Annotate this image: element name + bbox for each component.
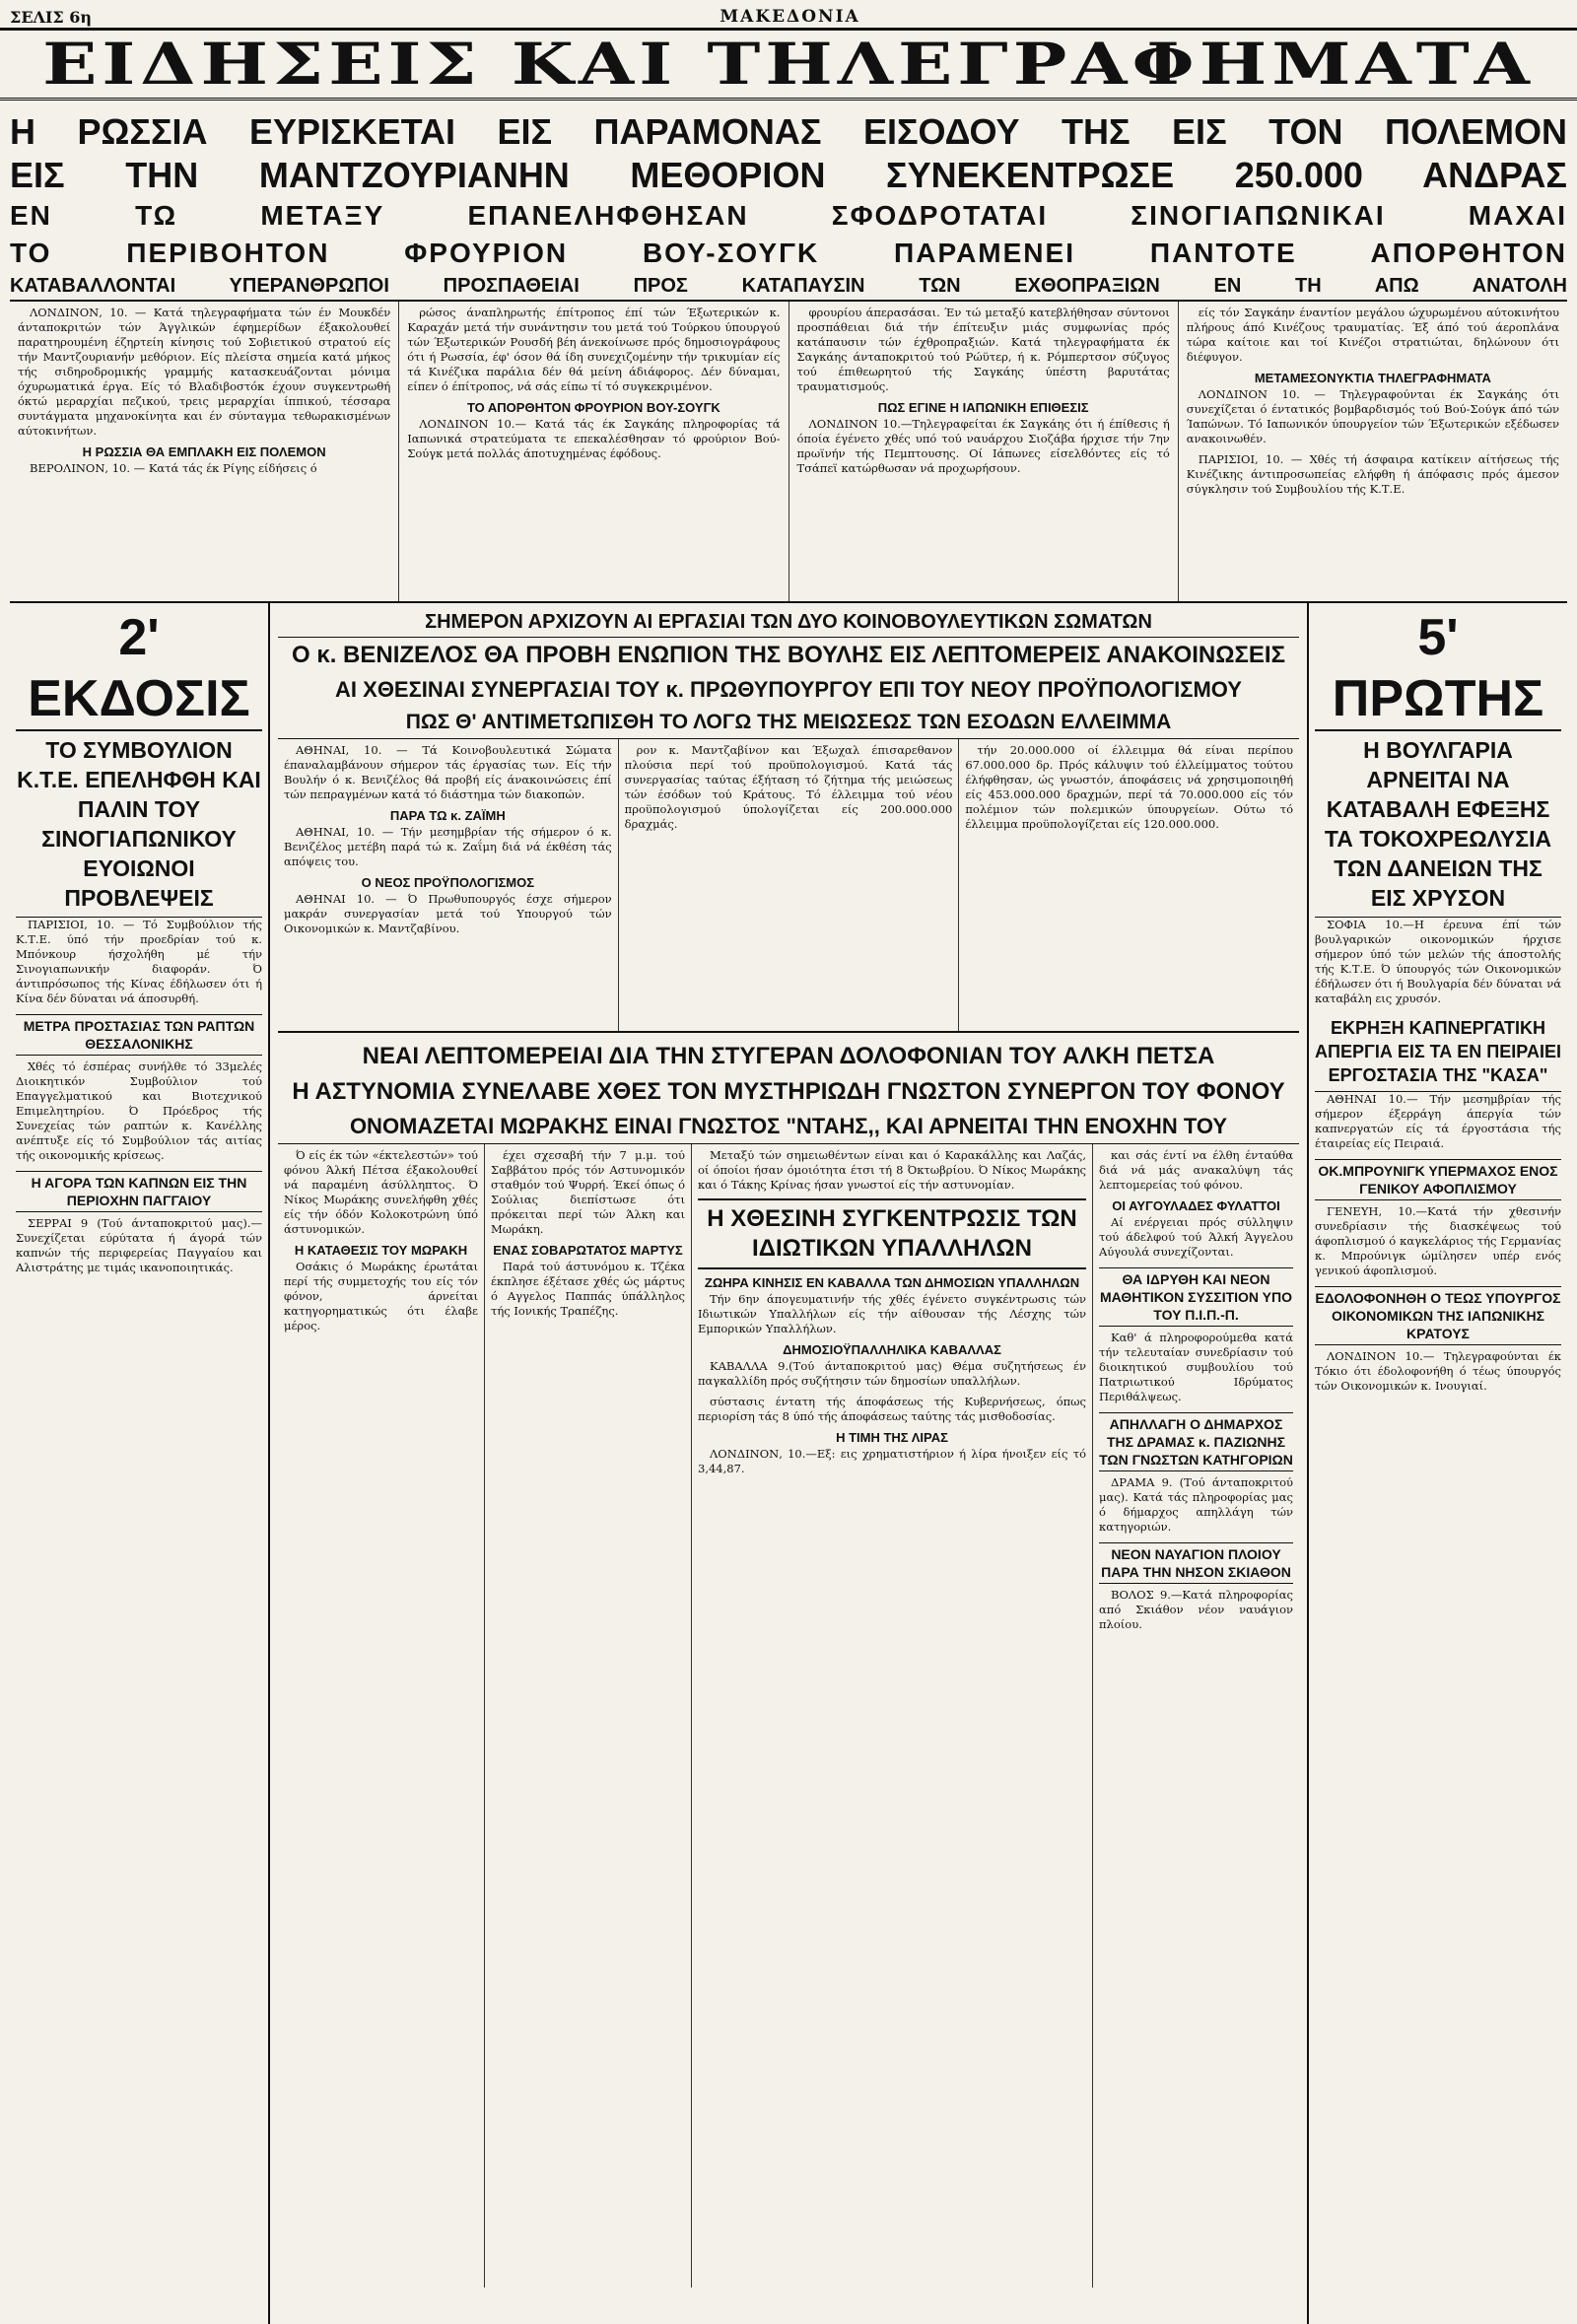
subheading: ΜΕΤΡΑ ΠΡΟΣΤΑΣΙΑΣ ΤΩΝ ΡΑΠΤΩΝ ΘΕΣΣΑΛΟΝΙΚΗΣ [16,1014,262,1056]
article-text: ΑΘΗΝΑΙ, 10. — Τήν μεσημβρίαν τής σήμερον ό κ. Βενιζέλος μετέβη παρά τώ κ. Ζαΐμη διά νά έκθέση τάς απόψεις του. [284,825,612,868]
main-section [10,603,1567,2324]
article-column-wide [692,1144,1093,2288]
lead-column-2 [399,302,788,601]
subheading: ΜΕΤΑΜΕΣΟΝΥΚΤΙΑ ΤΗΛΕΓΡΑΦΗΜΑΤΑ [1254,371,1491,385]
left-headline: ΤΟ ΣΥΜΒΟΥΛΙΟΝ Κ.Τ.Ε. ΕΠΕΛΗΦΘΗ ΚΑΙ ΠΑΛΙΝ ΤΟΥ ΣΙΝΟΓΙΑΠΩΝΙΚΟΥ ΕΥΟΙΩΝΟΙ ΠΡΟΒΛΕΨΕΙΣ [16,731,262,918]
lead-headline-4: ΤΟ ΠΕΡΙΒΟΗΤΟΝ ΦΡΟΥΡΙΟΝ ΒΟΥ-ΣΟΥΓΚ ΠΑΡΑΜΕΝΕΙ ΠΑΝΤΟΤΕ ΑΠΟΡΘΗΤΟΝ [10,238,1567,268]
article-text: ΑΘΗΝΑΙ 10. — Ό Πρωθυπουργός έσχε σήμερον μακράν συνεργασίαν μετά τού Υπουργού τών Οικονομικών κ. Μαντζαβίνου. [284,892,612,935]
subheading: Η ΡΩΣΣΙΑ ΘΑ ΕΜΠΛΑΚΗ ΕΙΣ ΠΟΛΕΜΟΝ [82,444,326,459]
subheading: Ο ΝΕΟΣ ΠΡΟΫΠΟΛΟΓΙΣΜΟΣ [361,875,534,890]
article-text: ΓΕΝΕΥΗ, 10.—Κατά τήν χθεσινήν συνεδρίασιν τής διασκέψεως τού άφοπλισμού ό καγκελάριος τής Γερμανίας κ. Μπρούνιγκ ώμίλησεν υπέρ ενός γενικού άφοπλισμού. [1315,1204,1561,1277]
article-text: είς τόν Σαγκάην έναντίον μεγάλου ώχυρωμένου αύτοκινήτου πλήρους άπό Κινέζους τραυματίας. Έξ άπό τού άεροπλάνα τώρα καίτοιε και τοί Κινέζοι στρατιώται, δηλώνουν ότι διέφυγον. [1186,306,1559,364]
article-text: ΠΑΡΙΣΙΟΙ, 10. — Χθές τή άσφαιρα κατίκειν αίτήσεως τής Κινέζικης άντιπροσωπείας ελήφθη ή άπόφασις πρός άμεσον σύγκλησιν τού Συμβουλίου τής Κ.Τ.Ε. [1186,452,1559,496]
right-column [1307,603,1567,2324]
right-headline: Η ΒΟΥΛΓΑΡΙΑ ΑΡΝΕΙΤΑΙ ΝΑ ΚΑΤΑΒΑΛΗ ΕΦΕΞΗΣ ΤΑ ΤΟΚΟΧΡΕΩΛΥΣΙΑ ΤΩΝ ΔΑΝΕΙΩΝ ΤΗΣ ΕΙΣ ΧΡΥΣΟΝ [1315,731,1561,918]
article-column [485,1144,692,2288]
lead-article-columns [10,302,1567,603]
murder-headline-3: ΟΝΟΜΑΖΕΤΑΙ ΜΩΡΑΚΗΣ ΕΙΝΑΙ ΓΝΩΣΤΟΣ "ΝΤΑΗΣ,, ΚΑΙ ΑΡΝΕΙΤΑΙ ΤΗΝ ΕΝΟΧΗΝ ΤΟΥ [278,1110,1299,1144]
article-text: ΒΟΛΟΣ 9.—Κατά πληροφορίας από Σκιάθον νέον ναυάγιον πλοίου. [1099,1588,1293,1631]
article-text: Αί ενέργειαι πρός σύλληψιν τού άδελφού τού Άλκή Άγγελου Αύγουλά συνεχίζονται. [1099,1215,1293,1259]
parliament-headline-1: ΣΗΜΕΡΟΝ ΑΡΧΙΖΟΥΝ ΑΙ ΕΡΓΑΣΙΑΙ ΤΩΝ ΔΥΟ ΚΟΙΝΟΒΟΥΛΕΥΤΙΚΩΝ ΣΩΜΑΤΩΝ [278,607,1299,638]
article-column [1093,1144,1299,2288]
article-text: ΛΟΝΔΙΝΟΝ 10.—Τηλεγραφείται έκ Σαγκάης ότι ή έπίθεσις ή όποία έγένετο χθές υπό τού ναυάρχου Σιοζάβα ήρχισε τήν 7ην πρωϊνήν τής Πεμπτουσης. Οί Ιάπωνες είσελθόντες είς τό Τσάπεϊ κατώρθωσαν νά προχωρήσουν. [796,417,1170,475]
subheading: ΔΗΜΟΣΙΟΫΠΑΛΛΗΛΙΚΑ ΚΑΒΑΛΛΑΣ [783,1342,1001,1357]
article-text: ΣΟΦΙΑ 10.—Η έρευνα έπί τών βουλγαρικών οικονομικών ήρχισε σήμερον ύπό τών μελών τής άποστολής τής Κ.Τ.Ε. Ό ύπουργός τών Οικονομικών έδήλωσεν ότι ή Βουλγαρία δέν δύναται νά καταβάλη εις χρυσόν. [1315,918,1561,1005]
left-column [10,603,270,2324]
article-text: ΛΟΝΔΙΝΟΝ 10. — Τηλεγραφούνται έκ Σαγκάης ότι συνεχίζεται ό έντατικός βομβαρδισμός τού Βού-Σούγκ άπό τών Ίαπώνων. Τό Ιαπωνικόν ύπουργείον τών Έξωτερικών εξέδωσεν ανακοινωθέν. [1186,387,1559,445]
subheading: ΕΝΑΣ ΣΟΒΑΡΩΤΑΤΟΣ ΜΑΡΤΥΣ [493,1243,683,1258]
article-text: σύστασις έντατη τής άποφάσεως τής Κυβερνήσεως, όπως περιορίση τάς 8 ύπό τής άποφάσεως ταύτης τάς μισθοδοσίας. [698,1395,1086,1423]
article-text: ΑΘΗΝΑΙ 10.— Τήν μεσημβρίαν τής σήμερον έξερράγη άπεργία τών καπνεργατών είς τά έργοστάσια τής έταιρείας είς Πειραιά. [1315,1092,1561,1150]
subheading: ΠΑΡΑ ΤΩ κ. ΖΑΪΜΗ [389,808,506,823]
article-text: ΛΟΝΔΙΝΟΝ, 10.—Εξ: εις χρηματιστήριον ή λίρα ήνοιξεν είς τό 3,44,87. [698,1447,1086,1475]
murder-headline-1: ΝΕΑΙ ΛΕΠΤΟΜΕΡΕΙΑΙ ΔΙΑ ΤΗΝ ΣΤΥΓΕΡΑΝ ΔΟΛΟΦΟΝΙΑΝ ΤΟΥ ΑΛΚΗ ΠΕΤΣΑ [362,1043,1215,1069]
center-column [270,603,1307,2324]
article-text: ΑΘΗΝΑΙ, 10. — Τά Κοινοβουλευτικά Σώματα έπαναλαμβάνουν σήμερον τάς έργασίας των. Είς τήν Βουλήν ό κ. Βενιζέλος θά προβή είς άνακοινώσεις έπί τών πεπραγμένων κατά τό διάστημα τών διακοπών. [284,743,612,801]
article-text: ΛΟΝΔΙΝΟΝ 10.— Κατά τάς έκ Σαγκάης πληροφορίας τά Ιαπωνικά στρατεύματα τε επεκαλέσθησαν τό φρούριον Βού-Σούγκ μετά πολλάς άποτυχημένας έφόδους. [407,417,781,460]
article-text: ΛΟΝΔΙΝΟΝ, 10. — Κατά τηλεγραφήματα τών έν Μουκδέν άνταποκριτών τών Άγγλικών έφημερίδων έξακολουθεί παρατηρουμένη έζηρτείη κίνησις τού Σοβιετικού στρατού είς τήν Μαντζουριανήν μεθόριον. Είς πλείστα σημεία κατά μήκος τής σιδηροδρομικής γραμμής κατασκευάζονται μόνιμα όχυρωματικά έργα. Είς τό Βλαδιβοστόκ έχουν συγκεντρωθή όκτώ μεραρχίαι πεζικού, τρεις μεραρχίαι ίππικού, τέσσαρα συντάγματα μηχανοκίνητα και έν σύνταγμα τεθωρακισμένων αύτοκινήτων. [18,306,391,438]
edition-label: 2' ΕΚΔΟΣΙΣ [16,607,262,731]
parliament-headline-4: ΠΩΣ Θ' ΑΝΤΙΜΕΤΩΠΙΣΘΗ ΤΟ ΛΟΓΩ ΤΗΣ ΜΕΙΩΣΕΩΣ ΤΩΝ ΕΣΟΔΩΝ ΕΛΛΕΙΜΜΑ [278,707,1299,739]
murder-article [278,1144,1299,2288]
article-column [278,739,619,1031]
lead-headline-3: ΕΝ ΤΩ ΜΕΤΑΞΥ ΕΠΑΝΕΛΗΦΘΗΣΑΝ ΣΦΟΔΡΟΤΑΤΑΙ ΣΙΝΟΓΙΑΠΩΝΙΚΑΙ ΜΑΧΑΙ [10,200,1567,231]
parliament-headline-2: Ο κ. ΒΕΝΙΖΕΛΟΣ ΘΑ ΠΡΟΒΗ ΕΝΩΠΙΟΝ ΤΗΣ ΒΟΥΛΗΣ ΕΙΣ ΛΕΠΤΟΜΕΡΕΙΣ ΑΝΑΚΟΙΝΩΣΕΙΣ [292,642,1285,668]
lead-column-4 [1179,302,1567,601]
right-headline-2: ΕΚΡΗΞΗ ΚΑΠΝΕΡΓΑΤΙΚΗ ΑΠΕΡΓΙΑ ΕΙΣ ΤΑ ΕΝ ΠΕΙΡΑΙΕΙ ΕΡΓΟΣΤΑΣΙΑ ΤΗΣ "ΚΑΣΑ" [1315,1012,1561,1092]
article-text: Τήν 6ην άπογευματινήν τής χθές έγένετο συγκέντρωσις τών Ιδιωτικών Υπαλλήλων είς τήν αίθουσαν τής Λέσχης τών Εμπορικών Υπαλλήλων. [698,1292,1086,1335]
murder-headline-2: Η ΑΣΤΥΝΟΜΙΑ ΣΥΝΕΛΑΒΕ ΧΘΕΣ ΤΟΝ ΜΥΣΤΗΡΙΩΔΗ ΓΝΩΣΤΟΝ ΣΥΝΕΡΓΟΝ ΤΟΥ ΦΟΝΟΥ [292,1078,1285,1105]
article-text: ΚΑΒΑΛΛΑ 9.(Τού άνταποκριτού μας) Θέμα συζητήσεως έν παγκαλλίδη πρός συζήτησιν τών δημοσίων υπαλλήλων. [698,1359,1086,1388]
article-text: έχει σχεσαβή τήν 7 μ.μ. τού Σαββάτου πρός τόν Αστυνομικόν σταθμόν τού Ψυρρή. Έκεί όπως ό Σούλιας διεπίστωσε ότι πρόκειται περί τών Άλκη και Μωράκη. [491,1148,685,1236]
article-text: ρον κ. Μαντζαβίνον και Έξωχαλ έπισαρεθανον πλούσια περί τού προϋπολογισμού. Κατά τάς συνεργασίας ταύτας έξήταση τό ζήτημα τής μειώσεως τών έσόδων τού Κράτους. Τό έλλειμμα τού νέου προϋπολογισμού ύπολογίζεται είς 200.000.000 δραχμάς. [624,743,953,831]
article-text: τήν 20.000.000 οί έλλειμμα θά είναι περίπου 67.000.000 δρ. Πρός κάλυψιν τού έλλείμματος τούτου έλήφθησαν, ώς γνωστόν, άποφάσεις νά χρησιμοποιηθή είς 453.000.000 δραχμών, περί τά 70.000.000 είς τόν πολέμιον τών πολεμικών ύπουργείων. Ούτω τό έλλειμμα προϋπολογίζεται είς 120.000.000. [965,743,1294,831]
subheading: Η ΚΑΤΑΘΕΣΙΣ ΤΟΥ ΜΩΡΑΚΗ [294,1243,468,1258]
subheading: ΝΕΟΝ ΝΑΥΑΓΙΟΝ ΠΛΟΙΟΥ ΠΑΡΑ ΤΗΝ ΝΗΣΟΝ ΣΚΙΑΘΟΝ [1099,1542,1293,1584]
page-header [10,6,1567,28]
subheading: ΤΟ ΑΠΟΡΘΗΤΟΝ ΦΡΟΥΡΙΟΝ ΒΟΥ-ΣΟΥΓΚ [466,400,720,415]
article-text: ΣΕΡΡΑΙ 9 (Τού άνταποκριτού μας).— Συνεχίζεται εύρύτατα ή άγορά τών καπνών τής περιφερείας Παγγαίου και Αλιστράτης με τιμάς ικανοποιητικάς. [16,1216,262,1274]
subheading: ΑΠΗΛΛΑΓΗ Ο ΔΗΜΑΡΧΟΣ ΤΗΣ ΔΡΑΜΑΣ κ. ΠΑΖΙΩΝΗΣ ΤΩΝ ΓΝΩΣΤΩΝ ΚΑΤΗΓΟΡΙΩΝ [1099,1412,1293,1471]
article-text: Χθές τό έσπέρας συνήλθε τό 33μελές Διοικητικόν Συμβούλιον τού Επαγγελματικού και Βιοτεχνικού Επιμελητηρίου. Ό Πρόεδρος τής Συνεχείας τών ραπτών κ. Κανέλλης ανέπτυξε είς τό Συμβούλιον τάς αιτίας τής οικονομικής κρίσεως. [16,1059,262,1162]
article-text: ΛΟΝΔΙΝΟΝ 10.— Τηλεγραφούνται έκ Τόκιο ότι έδολοφονήθη ό τέως ύπουργός τών Οικονομικών κ. Ινουγιαί. [1315,1349,1561,1393]
parliament-headline-3: ΑΙ ΧΘΕΣΙΝΑΙ ΣΥΝΕΡΓΑΣΙΑΙ ΤΟΥ κ. ΠΡΩΘΥΠΟΥΡΓΟΥ ΕΠΙ ΤΟΥ ΝΕΟΥ ΠΡΟΫΠΟΛΟΓΙΣΜΟΥ [335,677,1242,702]
lead-headline-5: ΚΑΤΑΒΑΛΛΟΝΤΑΙ ΥΠΕΡΑΝΘΡΩΠΟΙ ΠΡΟΣΠΑΘΕΙΑΙ ΠΡΟΣ ΚΑΤΑΠΑΥΣΙΝ ΤΩΝ ΕΧΘΟΠΡΑΞΙΩΝ ΕΝ ΤΗ ΑΠΩ ΑΝΑΤΟΛΗ [10,272,1567,302]
newspaper-page [10,6,1567,2174]
article-text: ΔΡΑΜΑ 9. (Τού άνταποκριτού μας). Κατά τάς πληροφορίας μας ό δήμαρχος απηλλάγη τών κατηγοριών. [1099,1475,1293,1534]
paper-name: ΜΑΚΕΔΟΝΙΑ [720,7,860,27]
lead-column-3 [789,302,1179,601]
article-text: ΠΑΡΙΣΙΟΙ, 10. — Τό Συμβούλιον τής Κ.Τ.Ε. ύπό τήν προεδρίαν τού κ. Μπόνκουρ ήσχολήθη μέ τήν Σινογιαπωνικήν διαφοράν. Ό άντιπρόσωπος τής Κίνας έδήλωσεν ότι ή Κίνα δέν δύναται νά άποσυρθή. [16,918,262,1005]
subheading: Η ΑΓΟΡΑ ΤΩΝ ΚΑΠΝΩΝ ΕΙΣ ΤΗΝ ΠΕΡΙΟΧΗΝ ΠΑΓΓΑΙΟΥ [16,1171,262,1212]
subheading: ΕΔΟΛΟΦΟΝΗΘΗ Ο ΤΕΩΣ ΥΠΟΥΡΓΟΣ ΟΙΚΟΝΟΜΙΚΩΝ ΤΗΣ ΙΑΠΩΝΙΚΗΣ ΚΡΑΤΟΥΣ [1315,1286,1561,1345]
article-text: και σάς έντί να έλθη ένταύθα διά νά μάς ανακαλύψη τάς λεπτομερείας τού φόνου. [1099,1148,1293,1192]
subheading: ΠΩΣ ΕΓΙΝΕ Η ΙΑΠΩΝΙΚΗ ΕΠΙΘΕΣΙΣ [877,400,1089,415]
article-text: Οσάκις ό Μωράκης έρωτάται περί τής συμμετοχής του είς τόν φόνον, άρνείται κατηγορηματικώς ότι έλαβε μέρος. [284,1260,478,1333]
article-text: Καθ' ά πληροφορούμεθα κατά τήν τελευταίαν συνεδρίασιν τού διοικητικού συμβουλίου τού Πατριωτικού Ιδρύματος Περιθάλψεως. [1099,1331,1293,1403]
article-text: ΒΕΡΟΛΙΝΟΝ, 10. — Κατά τάς έκ Ρίγης είδήσεις ό [30,461,317,475]
subheading: ΟΚ.ΜΠΡΟΥΝΙΓΚ ΥΠΕΡΜΑΧΟΣ ΕΝΟΣ ΓΕΝΙΚΟΥ ΑΦΟΠΛΙΣΜΟΥ [1315,1159,1561,1200]
subheading: ΘΑ ΙΔΡΥΘΗ ΚΑΙ ΝΕΟΝ ΜΑΘΗΤΙΚΟΝ ΣΥΣΣΙΤΙΟΝ ΥΠΟ ΤΟΥ Π.Ι.Π.-Π. [1099,1267,1293,1327]
lead-headline-1: Η ΡΩΣΣΙΑ ΕΥΡΙΣΚΕΤΑΙ ΕΙΣ ΠΑΡΑΜΟΝΑΣ ΕΙΣΟΔΟΥ ΤΗΣ ΕΙΣ ΤΟΝ ΠΟΛΕΜΟΝ [10,111,1567,152]
article-text: Μεταξύ τών σημειωθέντων είναι και ό Καρακάλλης και Λαζάς, οί όποίοι ήσαν όμοιότητα έτσι τή 8 Όκτωβρίου. Ό Νίκος Μωράκης και ό Τάκης Κρίνας ήσαν γνωστοί είς τήν αστυνομίαν. [698,1148,1086,1192]
article-text: φρουρίου άπερασάσαι. Έν τώ μεταξύ κατεβλήθησαν σύντονοι προσπάθειαι διά τήν έπίτευξιν μιάς συμφωνίας πρός κατάπαυσιν τών έχθροπραξιών. Κατά τηλεγραφήματα έκ Σαγκάης άνταποκριτού τού Ρώϋτερ, ή κ. Ρόμπερτσον σύζυγος τού έπιθεωρητού τής Σαγκάης ύπέστη βαρυτάτας τραυματισμούς. [796,306,1170,393]
subheading: ΖΩΗΡΑ ΚΙΝΗΣΙΣ ΕΝ ΚΑΒΑΛΛΑ ΤΩΝ ΔΗΜΟΣΙΩΝ ΥΠΑΛΛΗΛΩΝ [704,1275,1080,1290]
article-text: ρώσος άναπληρωτής έπίτροπος έπί τών Έξωτερικών κ. Καραχάν μετά τήν συνάντησιν του μετά τού Τούρκου ύπουργού τών Έξωτερικών Ρουσδή βέη άνεκοίνωσε πρός δημοσιογράφους ότι ή Ρωσσία, έφ' όσον θά ίδη συνεχιζομένην τήν τρικυμίαν είς τά Κινέζικα παράλια δέν θά μείνη άδιάφορος. Δέν δύναμαι, είπεν ό έπίτροπος, νά σάς είπω τί τό συγκεκριμένον. [407,306,781,393]
section-masthead: ΕΙΔΗΣΕΙΣ ΚΑΙ ΤΗΛΕΓΡΑΦΗΜΑΤΑ [0,28,1577,101]
page-number: ΣΕΛΙΣ 6η [10,7,93,27]
lead-column-1 [10,302,399,601]
employees-headline: Η ΧΘΕΣΙΝΗ ΣΥΓΚΕΝΤΡΩΣΙΣ ΤΩΝ ΙΔΙΩΤΙΚΩΝ ΥΠΑΛΛΗΛΩΝ [698,1198,1086,1269]
edition-label: 5' ΠΡΩΤΗΣ [1315,607,1561,731]
article-text: Παρά τού άστυνόμου κ. Τζέκα έκπλησε έξέτασε χθές ώς μάρτυς ό Αγγελος Παππάς ύπάλληλος τής Ιονικής Τραπέζης. [491,1260,685,1318]
subheading: ΟΙ ΑΥΓΟΥΛΑΔΕΣ ΦΥΛΑΤΤΟΙ [1112,1198,1280,1213]
parliament-article [278,739,1299,1033]
subheading: Η ΤΙΜΗ ΤΗΣ ΛΙΡΑΣ [836,1430,948,1445]
article-column [278,1144,485,2288]
article-column [959,739,1299,1031]
lead-headline-2: ΕΙΣ ΤΗΝ ΜΑΝΤΖΟΥΡΙΑΝΗΝ ΜΕΘΟΡΙΟΝ ΣΥΝΕΚΕΝΤΡΩΣΕ 250.000 ΑΝΔΡΑΣ [10,155,1567,195]
article-column [619,739,960,1031]
article-text: Ό είς έκ τών «έκτελεστών» τού φόνου Άλκή Πέτσα έξακολουθεί νά παραμένη άσύλληπτος. Ό Νίκος Μωράκης συνελήφθη χθές είς τήν όδόν Κολοκοτρώνη ύπό άστυνομικών. [284,1148,478,1236]
